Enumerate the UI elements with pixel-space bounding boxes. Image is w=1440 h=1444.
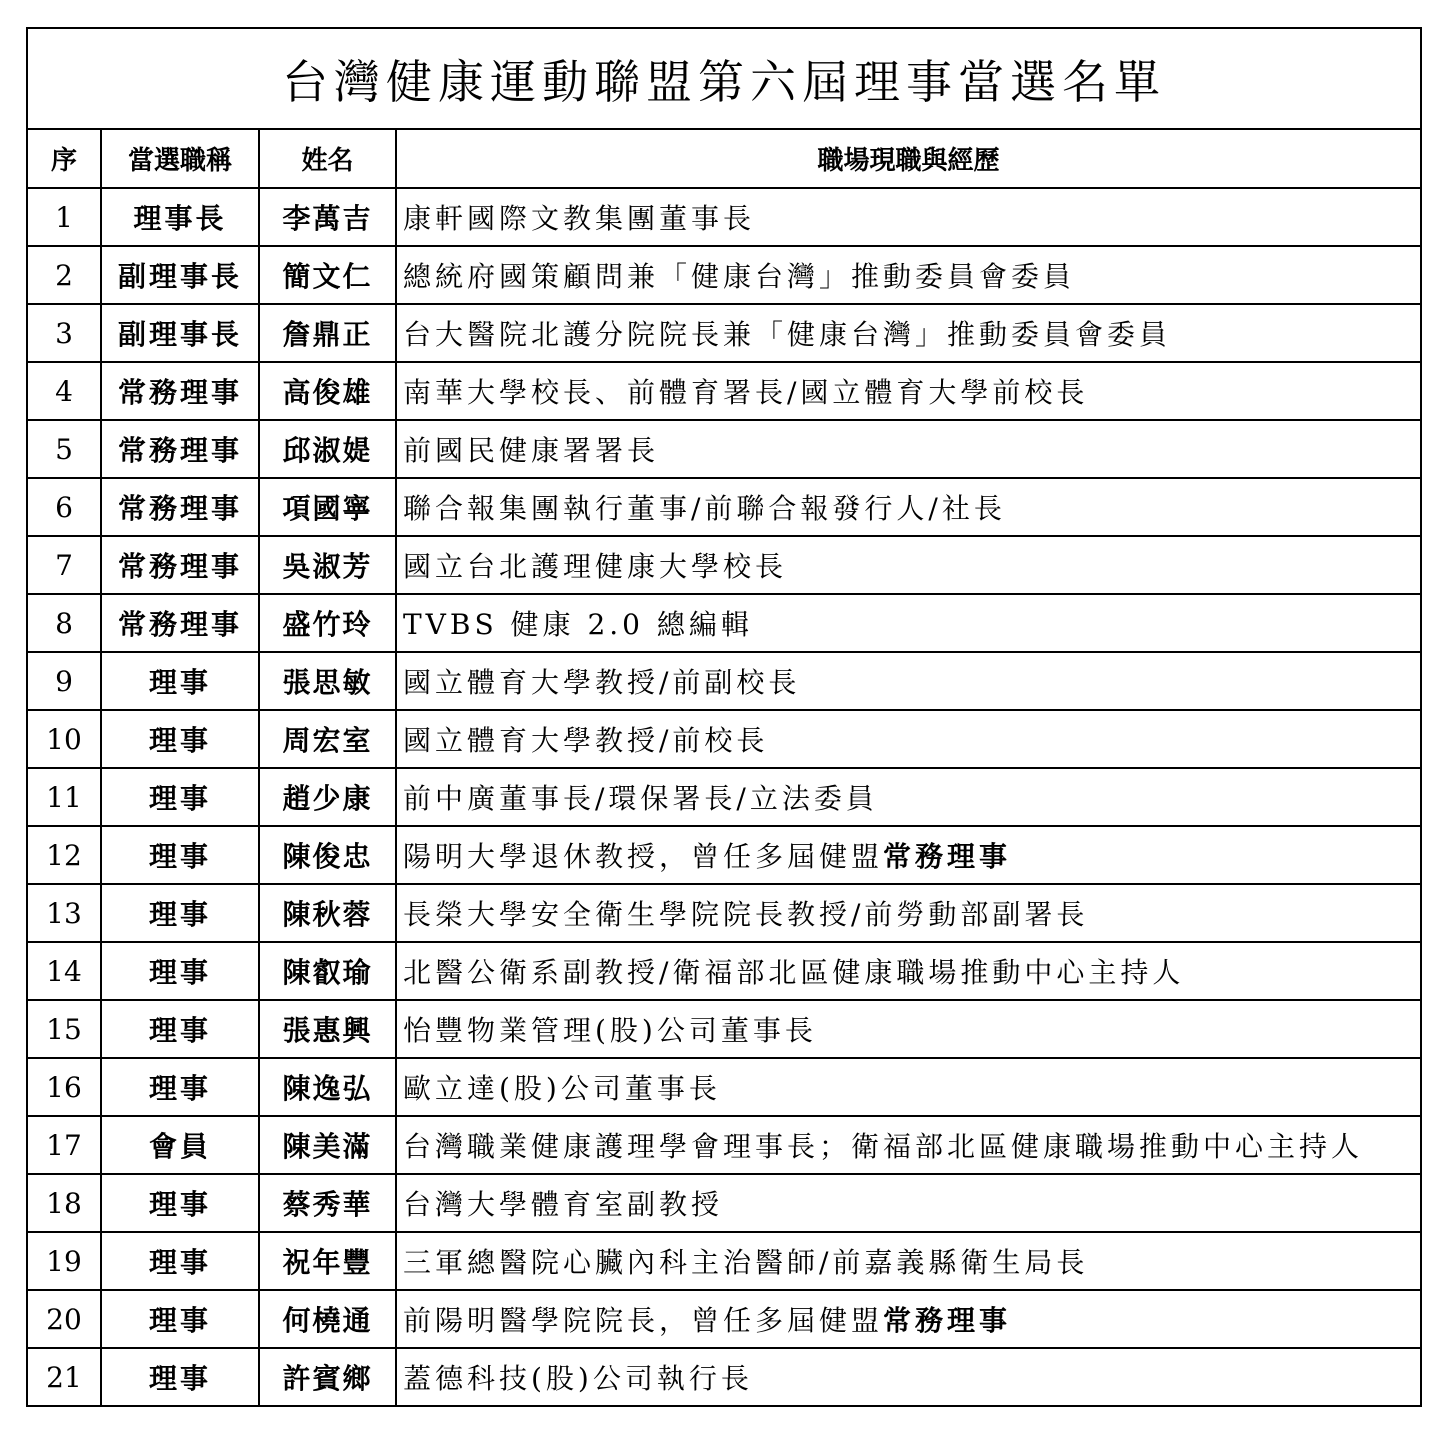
row-description: [396, 1348, 1421, 1406]
row-role: 常務理事: [101, 420, 259, 478]
row-description-text: 聯合報集團執行董事/前聯合報發行人/社長: [403, 492, 1006, 525]
row-description: [396, 1232, 1421, 1290]
table-row: [27, 1000, 1421, 1058]
row-name: 陳逸弘: [259, 1058, 396, 1116]
row-description: [396, 188, 1421, 246]
row-description-text: 南華大學校長、前體育署長/國立體育大學前校長: [403, 376, 1089, 409]
row-name: 張思敏: [259, 652, 396, 710]
row-role: 理事: [101, 884, 259, 942]
row-description-bold: 常務理事: [883, 1304, 1012, 1337]
row-number: 16: [27, 1058, 101, 1116]
row-description-bold: 常務理事: [883, 840, 1012, 873]
row-number: 12: [27, 826, 101, 884]
row-name: 陳美滿: [259, 1116, 396, 1174]
row-name: 簡文仁: [259, 246, 396, 304]
table-row: [27, 710, 1421, 768]
row-role: 理事: [101, 1000, 259, 1058]
roster-table: [26, 27, 1422, 1407]
row-name: 周宏室: [259, 710, 396, 768]
table-row: [27, 884, 1421, 942]
page-title: 台灣健康運動聯盟第六屆理事當選名單: [27, 28, 1421, 129]
table-row: [27, 1058, 1421, 1116]
row-description-text: 台灣職業健康護理學會理事長；衛福部北區健康職場推動中心主持人: [403, 1130, 1364, 1163]
row-number: 6: [27, 478, 101, 536]
row-role: 常務理事: [101, 478, 259, 536]
row-name: 蔡秀華: [259, 1174, 396, 1232]
header-role: 當選職稱: [101, 129, 259, 188]
row-number: 1: [27, 188, 101, 246]
row-description: [396, 826, 1421, 884]
table-row: [27, 826, 1421, 884]
row-description: [396, 478, 1421, 536]
row-number: 18: [27, 1174, 101, 1232]
row-description-text: 北醫公衛系副教授/衛福部北區健康職場推動中心主持人: [403, 956, 1185, 989]
row-description-text: 國立體育大學教授/前校長: [403, 724, 769, 757]
table-row: [27, 246, 1421, 304]
row-number: 8: [27, 594, 101, 652]
row-name: 吳淑芳: [259, 536, 396, 594]
table-row: [27, 768, 1421, 826]
row-role: 常務理事: [101, 362, 259, 420]
table-row: [27, 536, 1421, 594]
table-row: [27, 420, 1421, 478]
row-number: 17: [27, 1116, 101, 1174]
row-role: 理事: [101, 942, 259, 1000]
row-description-text: TVBS 健康 2.0 總編輯: [403, 608, 753, 641]
row-description: [396, 1290, 1421, 1348]
row-role: 理事: [101, 1232, 259, 1290]
table-row: [27, 188, 1421, 246]
row-number: 7: [27, 536, 101, 594]
row-number: 4: [27, 362, 101, 420]
row-description: [396, 362, 1421, 420]
table-row: [27, 1290, 1421, 1348]
row-description: [396, 652, 1421, 710]
row-role: 理事: [101, 826, 259, 884]
table-row: [27, 1116, 1421, 1174]
row-name: 項國寧: [259, 478, 396, 536]
row-description-text: 國立體育大學教授/前副校長: [403, 666, 801, 699]
row-role: 會員: [101, 1116, 259, 1174]
row-role: 理事: [101, 710, 259, 768]
table-row: [27, 362, 1421, 420]
row-description: [396, 1058, 1421, 1116]
header-row: [27, 129, 1421, 188]
header-desc: 職場現職與經歷: [396, 129, 1421, 188]
row-name: 陳秋蓉: [259, 884, 396, 942]
row-role: 理事: [101, 1290, 259, 1348]
row-number: 3: [27, 304, 101, 362]
row-description: [396, 1116, 1421, 1174]
row-description-text: 長榮大學安全衛生學院院長教授/前勞動部副署長: [403, 898, 1089, 931]
row-role: 理事長: [101, 188, 259, 246]
table-row: [27, 304, 1421, 362]
row-description-text: 前國民健康署署長: [403, 434, 660, 467]
row-description-text: 康軒國際文教集團董事長: [403, 202, 756, 235]
row-role: 副理事長: [101, 304, 259, 362]
row-number: 15: [27, 1000, 101, 1058]
row-number: 19: [27, 1232, 101, 1290]
table-row: [27, 652, 1421, 710]
row-name: 張惠興: [259, 1000, 396, 1058]
table-row: [27, 1232, 1421, 1290]
roster-body: [27, 188, 1421, 1406]
row-description: [396, 420, 1421, 478]
row-number: 13: [27, 884, 101, 942]
row-description-text: 怡豐物業管理(股)公司董事長: [403, 1014, 817, 1047]
row-role: 理事: [101, 768, 259, 826]
row-description-text: 台灣大學體育室副教授: [403, 1188, 724, 1221]
table-row: [27, 478, 1421, 536]
row-number: 9: [27, 652, 101, 710]
row-description-text: 陽明大學退休教授，曾任多屆健盟: [403, 840, 884, 873]
row-description-text: 前中廣董事長/環保署長/立法委員: [403, 782, 878, 815]
row-role: 理事: [101, 1348, 259, 1406]
row-description-text: 總統府國策顧問兼「健康台灣」推動委員會委員: [403, 260, 1076, 293]
row-number: 21: [27, 1348, 101, 1406]
row-description: [396, 768, 1421, 826]
row-description: [396, 536, 1421, 594]
row-description-text: 蓋德科技(股)公司執行長: [403, 1362, 753, 1395]
row-description: [396, 1174, 1421, 1232]
header-name: 姓名: [259, 129, 396, 188]
row-description: [396, 710, 1421, 768]
row-description-text: 國立台北護理健康大學校長: [403, 550, 788, 583]
table-row: [27, 942, 1421, 1000]
row-number: 10: [27, 710, 101, 768]
row-number: 11: [27, 768, 101, 826]
row-description: [396, 246, 1421, 304]
header-no: 序: [27, 129, 101, 188]
row-name: 陳俊忠: [259, 826, 396, 884]
row-name: 盛竹玲: [259, 594, 396, 652]
row-number: 20: [27, 1290, 101, 1348]
table-row: [27, 594, 1421, 652]
row-description-text: 三軍總醫院心臟內科主治醫師/前嘉義縣衛生局長: [403, 1246, 1089, 1279]
row-name: 趙少康: [259, 768, 396, 826]
row-name: 陳叡瑜: [259, 942, 396, 1000]
row-name: 何橈通: [259, 1290, 396, 1348]
table-row: [27, 1174, 1421, 1232]
row-name: 許賓鄉: [259, 1348, 396, 1406]
row-description: [396, 304, 1421, 362]
row-name: 邱淑媞: [259, 420, 396, 478]
row-role: 理事: [101, 1174, 259, 1232]
row-name: 李萬吉: [259, 188, 396, 246]
row-role: 常務理事: [101, 594, 259, 652]
row-description: [396, 1000, 1421, 1058]
row-description-text: 前陽明醫學院院長，曾任多屆健盟: [403, 1304, 884, 1337]
row-description-text: 台大醫院北護分院院長兼「健康台灣」推動委員會委員: [403, 318, 1172, 351]
row-number: 14: [27, 942, 101, 1000]
table-row: [27, 1348, 1421, 1406]
row-number: 2: [27, 246, 101, 304]
row-description: [396, 942, 1421, 1000]
row-name: 高俊雄: [259, 362, 396, 420]
row-number: 5: [27, 420, 101, 478]
row-role: 理事: [101, 1058, 259, 1116]
title-row: [27, 28, 1421, 129]
row-role: 常務理事: [101, 536, 259, 594]
row-name: 祝年豐: [259, 1232, 396, 1290]
row-name: 詹鼎正: [259, 304, 396, 362]
row-description: [396, 594, 1421, 652]
row-role: 理事: [101, 652, 259, 710]
row-description-text: 歐立達(股)公司董事長: [403, 1072, 721, 1105]
row-description: [396, 884, 1421, 942]
row-role: 副理事長: [101, 246, 259, 304]
